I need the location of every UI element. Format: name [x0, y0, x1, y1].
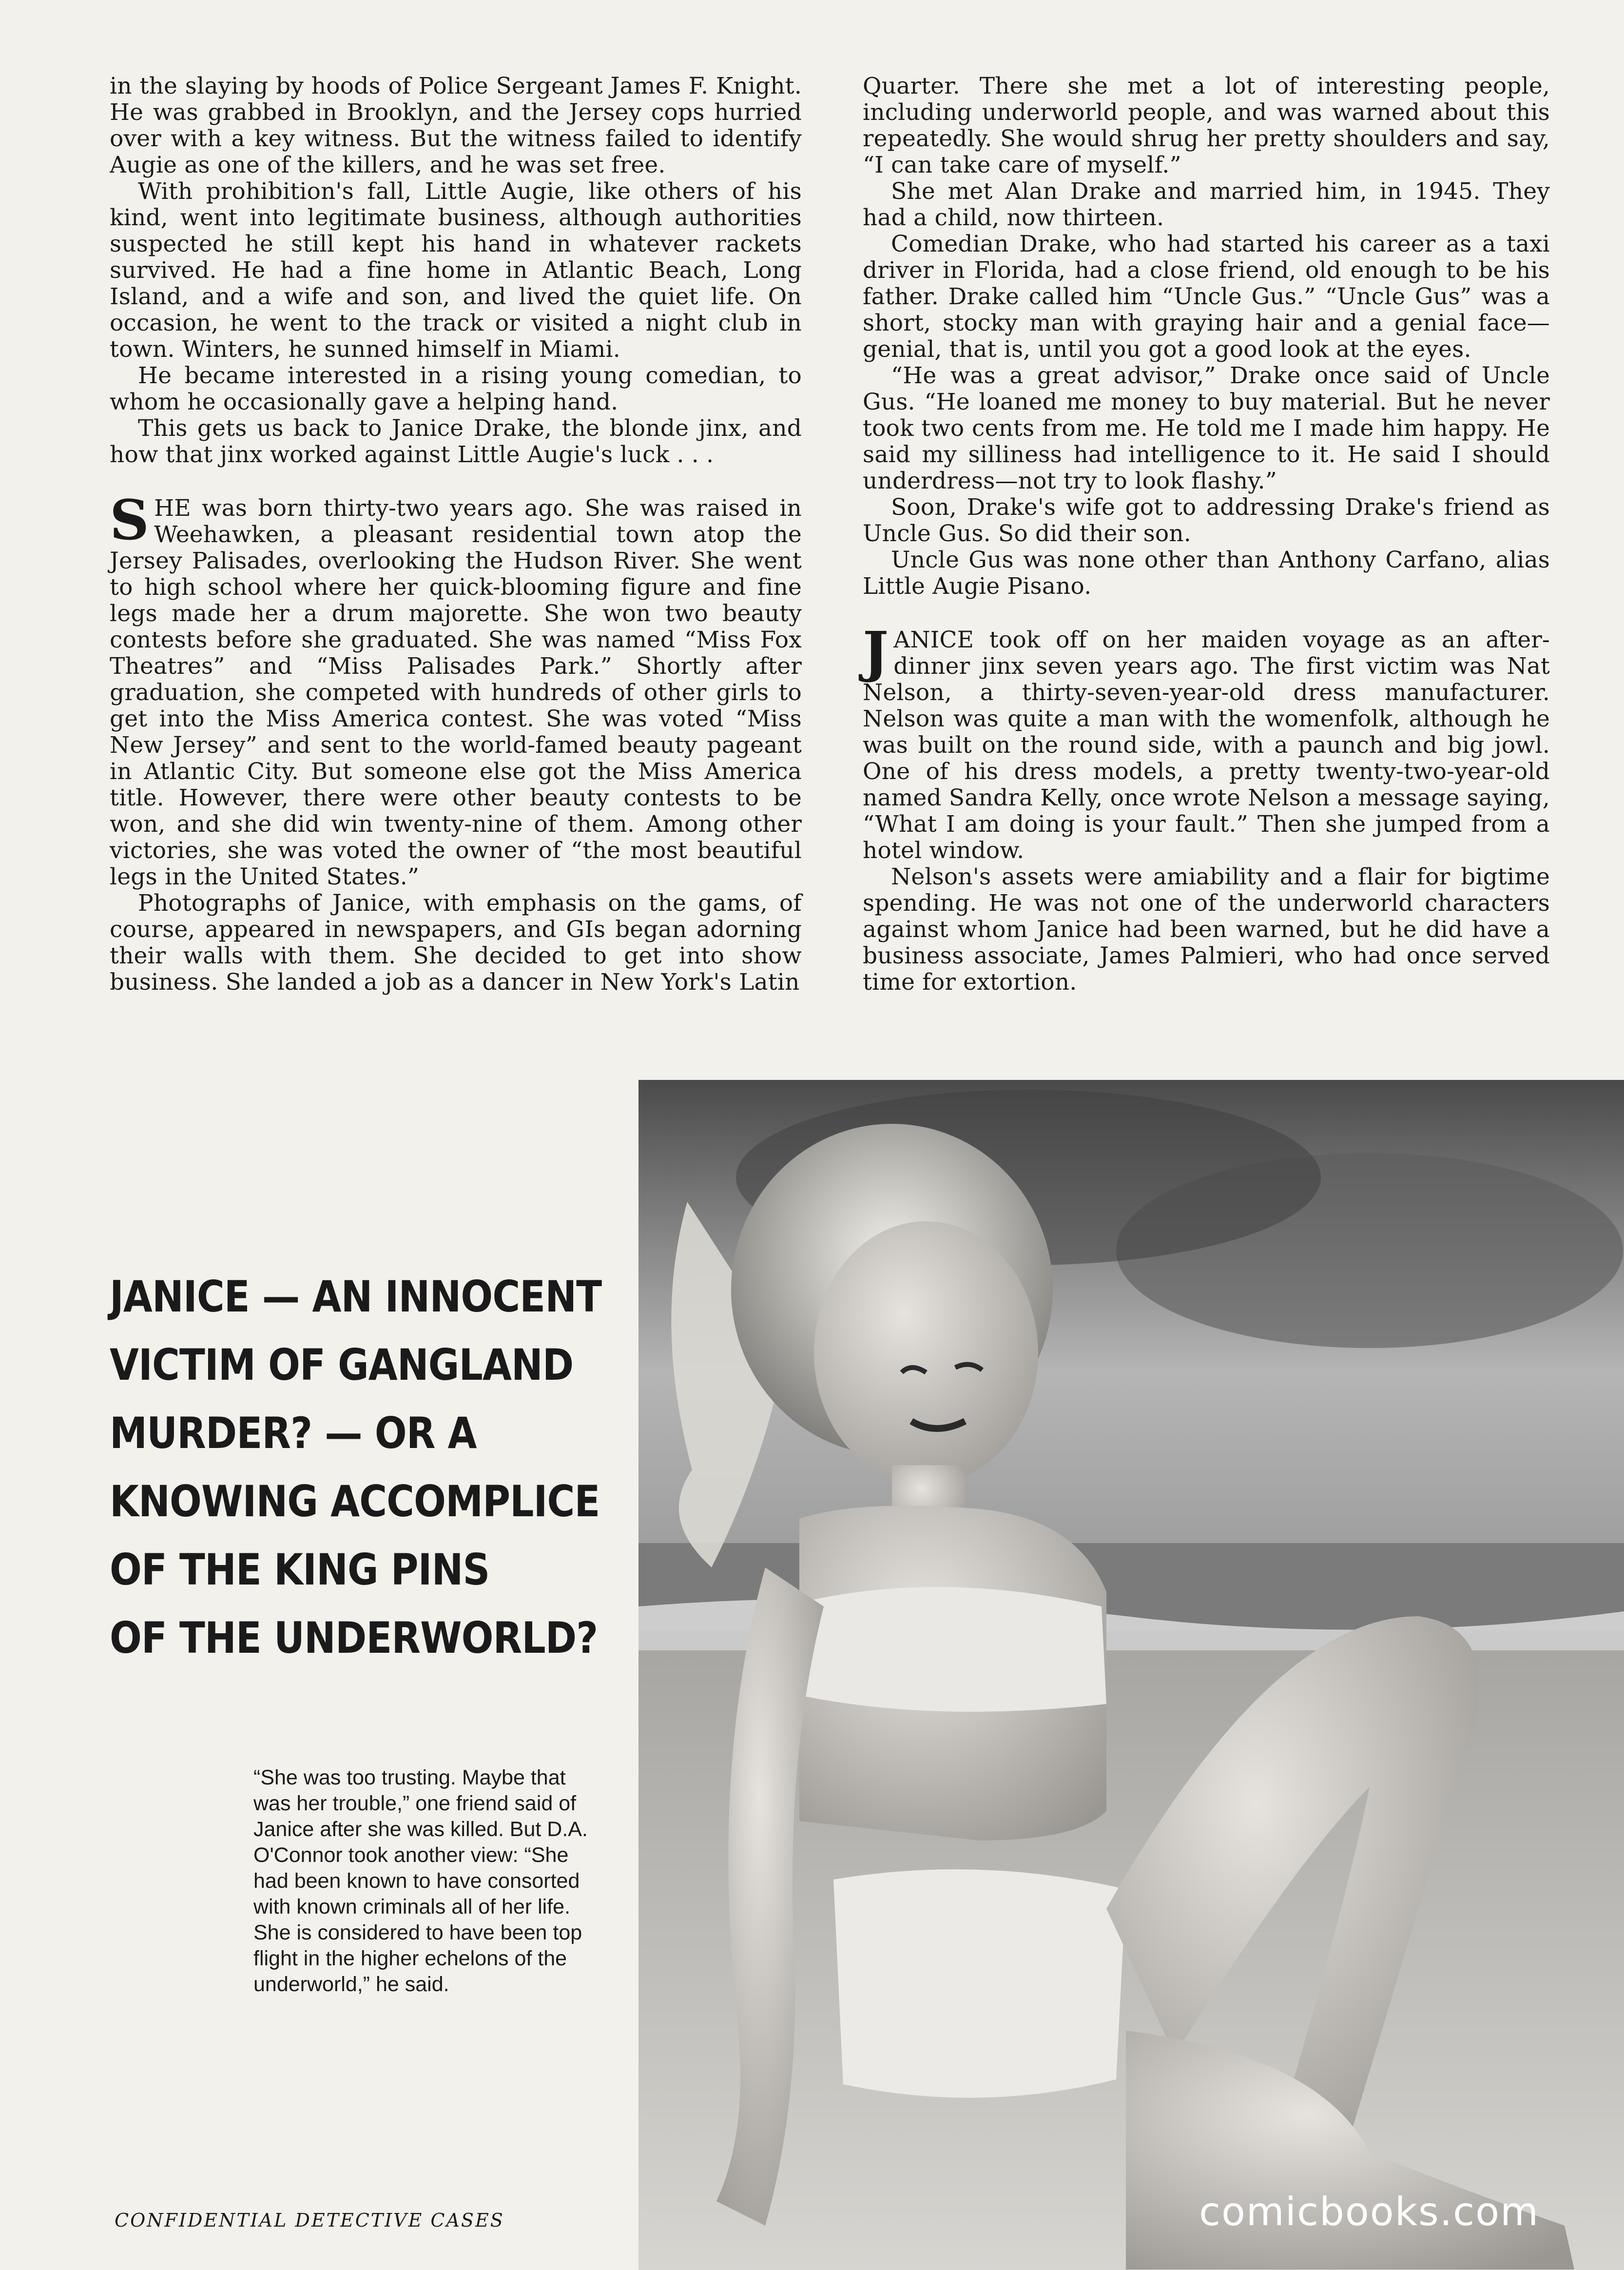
paragraph: With prohibition's fall, Little Augie, like others of his kind, went into legitimate business, although authorities suspected he still kept his hand in whatever rackets survived. He had a fine home in Atlantic Beach, Long Island, and a wife and son, and lived the quiet life. On occasion, he went to the track or visited a night club in town. Winters, he sunned himself in Miami.	[110, 178, 802, 363]
paragraph: Quarter. There she met a lot of interesting people, including underworld people, and was warned about this repeatedly. She would shrug her pretty shoulders and say, “I can take care of myself.”	[863, 73, 1550, 178]
paragraph-text: ANICE took off on her maiden voyage as an after-dinner jinx seven years ago. The first victim was Nat Nelson, a thirty-seven-year-old dress manufacturer. Nelson was quite a man with the womenfolk, although he was built on the round side, with a paunch and big jowl. One of his dress models, a pretty twenty-two-year-old named Sandra Kelly, once wrote Nelson a message saying, “What I am doing is your fault.” Then she jumped from a hotel window.	[863, 626, 1550, 864]
paragraph: She met Alan Drake and married him, in 1945. They had a child, now thirteen.	[863, 178, 1550, 231]
drop-cap: J	[863, 620, 889, 684]
headline-line: VICTIM OF GANGLAND	[110, 1340, 574, 1390]
paragraph: “He was a great advisor,” Drake once said of Uncle Gus. “He loaned me money to buy material. But he never took two cents from me. He told me I made him happy. He said my silliness had intelligence to it. He said I should underdress—not try to look flashy.”	[863, 362, 1550, 494]
photo-illustration	[638, 1080, 1624, 2270]
headline	[110, 1263, 602, 1672]
paragraph-text: HE was born thirty-two years ago. She was raised in Weehawken, a pleasant residential town atop the Jersey Palisades, overlooking the Hudson River. She went to high school where her quick-blooming figure and fine legs made her a drum majorette. She won two beauty contests before she graduated. She was named “Miss Fox Theatres” and “Miss Palisades Park.” Shortly after graduation, she competed with hundreds of other girls to get into the Miss America contest. She was voted “Miss New Jersey” and sent to the world-famed beauty pageant in Atlantic City. But someone else got the Miss America title. However, there were other beauty contests to be won, and she did win twenty-nine of them. Among other victories, she was voted the owner of “the most beautiful legs in the United States.”	[110, 495, 802, 890]
headline-line: JANICE — AN INNOCENT	[110, 1272, 602, 1322]
headline-line: KNOWING ACCOMPLICE	[110, 1476, 600, 1526]
section-opening-paragraph	[863, 620, 1550, 864]
paragraph: Comedian Drake, who had started his career as a taxi driver in Florida, had a close friend, old enough to be his father. Drake called him “Uncle Gus.” “Uncle Gus” was a short, stocky man with graying hair and a genial face—genial, that is, until you got a good look at the eyes.	[863, 231, 1550, 363]
paragraph: in the slaying by hoods of Police Sergeant James F. Knight. He was grabbed in Brooklyn, and the Jersey cops hurried over with a key witness. But the witness failed to identify Augie as one of the killers, and he was set free.	[110, 73, 802, 178]
paragraph: Soon, Drake's wife got to addressing Drake's friend as Uncle Gus. So did their son.	[863, 494, 1550, 547]
left-text-column	[110, 73, 802, 996]
headline-line: OF THE UNDERWORLD?	[110, 1613, 598, 1663]
section-opening-paragraph	[110, 489, 802, 890]
headline-line: OF THE KING PINS	[110, 1545, 490, 1595]
beach-photo	[638, 1080, 1624, 2270]
paragraph: He became interested in a rising young comedian, to whom he occasionally gave a helping hand.	[110, 362, 802, 415]
pull-quote: “She was too trusting. Maybe that was her trouble,” one friend said of Janice after she was killed. But D.A. O'Connor took another view: “She had been known to have consorted with known criminals all of her life. She is considered to have been top flight in the higher echelons of the underworld,” he said.	[253, 1766, 588, 1996]
watermark: comicbooks.com	[1199, 2189, 1540, 2234]
right-text-column	[863, 73, 1550, 996]
headline-line: MURDER? — OR A	[110, 1408, 477, 1458]
paragraph: This gets us back to Janice Drake, the blonde jinx, and how that jinx worked against Little Augie's luck . . .	[110, 415, 802, 468]
paragraph: Photographs of Janice, with emphasis on the gams, of course, appeared in newspapers, and GIs began adorning their walls with them. She decided to get into show business. She landed a job as a dancer in New York's Latin	[110, 890, 802, 996]
publication-footer: CONFIDENTIAL DETECTIVE CASES	[115, 2210, 504, 2231]
drop-cap: S	[110, 489, 150, 552]
paragraph: Uncle Gus was none other than Anthony Carfano, alias Little Augie Pisano.	[863, 547, 1550, 600]
paragraph: Nelson's assets were amiability and a flair for bigtime spending. He was not one of the underworld characters against whom Janice had been warned, but he did have a business associate, James Palmieri, who had once served time for extortion.	[863, 863, 1550, 996]
